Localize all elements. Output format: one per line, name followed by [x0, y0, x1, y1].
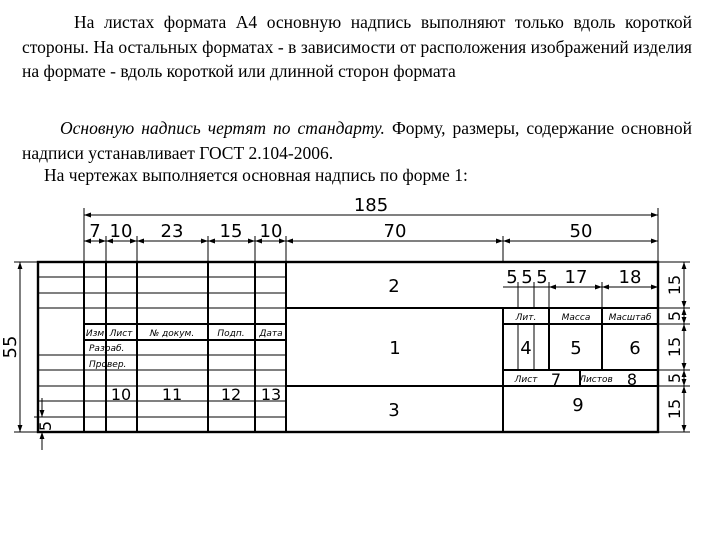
dim-10-a: 10 [109, 221, 133, 242]
dim-right-15-b: 15 [665, 336, 684, 358]
dim-bottom-5: 5 [36, 420, 55, 432]
dim-17: 17 [564, 267, 588, 288]
label-prover: Провер. [89, 360, 127, 370]
dim-7: 7 [89, 221, 101, 242]
dim-70: 70 [383, 221, 407, 242]
dim-right-15-a: 15 [665, 274, 684, 296]
field-5: 5 [570, 338, 582, 359]
field-2: 2 [388, 276, 400, 297]
field-1: 1 [389, 338, 401, 359]
label-date: Дата [259, 329, 283, 339]
paragraph-a4-format: На листах формата А4 основную надпись выполняют только вдоль короткой стороны. На остальных форматах - в зависимости от расположения изображений изделия на формате - вдоль короткой или длинной сторон формата [22, 12, 692, 81]
paragraph-standard [22, 116, 692, 165]
dim-total-185: 185 [353, 195, 389, 216]
dim-right-5-a: 5 [665, 310, 684, 322]
field-9: 9 [572, 395, 584, 416]
standard-italic-phrase: Основную надпись чертят по стандарту. [60, 118, 385, 138]
dim-right-5-b: 5 [665, 372, 684, 384]
label-lit: Лит. [515, 313, 537, 323]
dim-18: 18 [618, 267, 642, 288]
field-13: 13 [260, 385, 282, 404]
dim-15: 15 [219, 221, 243, 242]
dim-23: 23 [160, 221, 184, 242]
field-10: 10 [110, 385, 132, 404]
label-sheet: Лист [514, 375, 538, 385]
field-4: 4 [520, 338, 532, 359]
field-3: 3 [388, 400, 400, 421]
title-block-drawing [0, 188, 720, 540]
field-8: 8 [626, 370, 638, 389]
paragraph-form-1: На чертежах выполняется основная надпись по форме 1: [44, 165, 468, 185]
label-razrab: Разраб. [89, 344, 125, 354]
label-doc-number: № докум. [149, 329, 195, 339]
dim-lit-5-c: 5 [536, 267, 548, 288]
field-12: 12 [220, 385, 242, 404]
label-list: Лист [109, 329, 133, 339]
dim-height-55: 55 [0, 335, 21, 359]
label-izm: Изм [85, 329, 105, 339]
dim-10-b: 10 [259, 221, 283, 242]
label-scale: Масштаб [608, 313, 652, 323]
label-sheets: Листов [579, 375, 613, 385]
standard-gost-text: Форму, размеры, содержание основной надписи устанавливает ГОСТ 2.104-2006. [22, 118, 692, 163]
dim-50: 50 [569, 221, 593, 242]
dim-right-15-c: 15 [665, 398, 684, 420]
label-signature: Подп. [217, 329, 245, 339]
field-6: 6 [629, 338, 641, 359]
field-7: 7 [550, 370, 562, 389]
dim-lit-5-a: 5 [506, 267, 518, 288]
label-mass: Масса [561, 313, 591, 323]
dim-lit-5-b: 5 [521, 267, 533, 288]
field-11: 11 [161, 385, 183, 404]
